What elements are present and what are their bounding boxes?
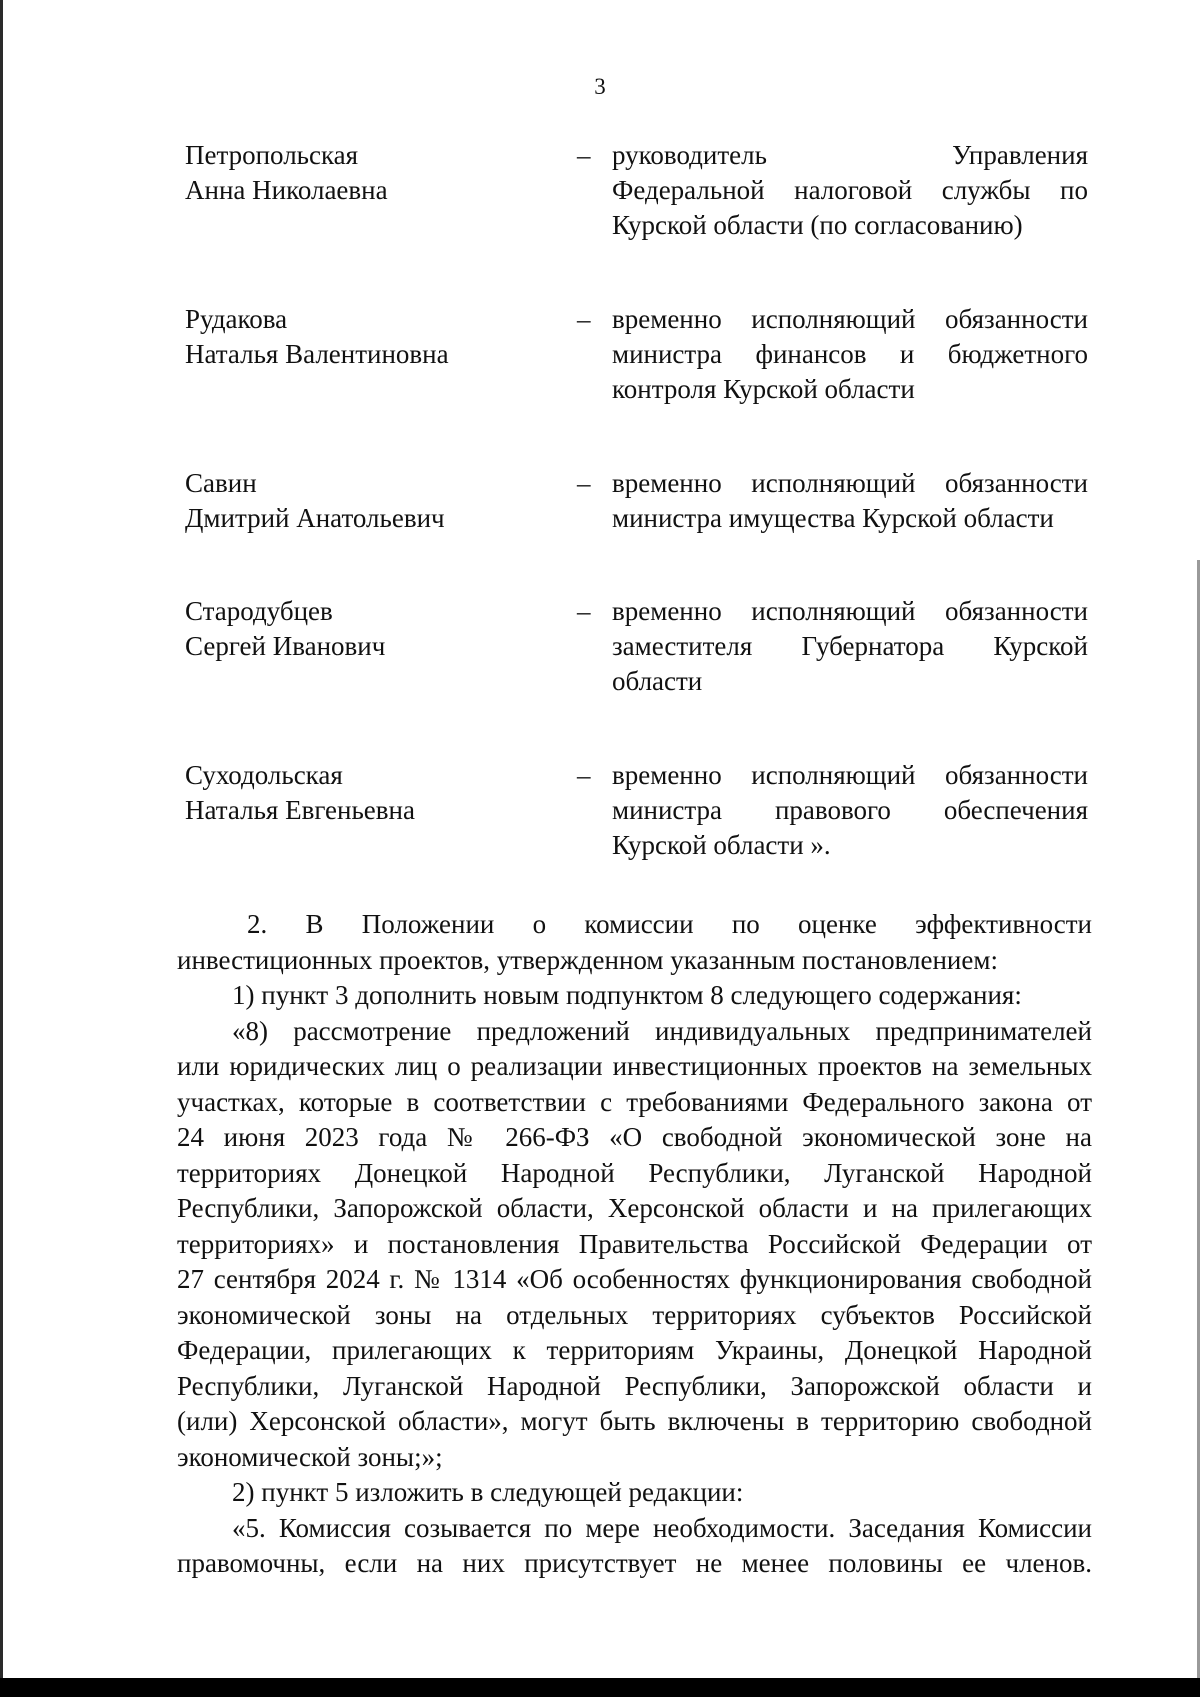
member-entry: [0, 138, 1200, 248]
member-name: [185, 594, 565, 664]
role-line: контроля Курской области: [612, 374, 915, 404]
role-line: руководитель Управления: [612, 140, 1088, 170]
member-surname: Петропольская: [185, 140, 359, 170]
quote-line: правомочны, если на них присутствует не менее половины ее членов.: [177, 1548, 1092, 1578]
quote-line: 27 сентября 2024 г. № 1314 «Об особенностях функционирования свободной: [177, 1264, 1092, 1294]
quote-line: территориях Донецкой Народной Республики, Луганской Народной: [177, 1157, 1092, 1188]
member-role: [612, 138, 1088, 243]
member-surname: Стародубцев: [185, 596, 333, 626]
quote-line: «8) рассмотрение предложений индивидуальных предпринимателей: [232, 1015, 1092, 1046]
member-given-name: Сергей Иванович: [185, 631, 386, 661]
member-given-name: Анна Николаевна: [185, 175, 388, 205]
amendment-item: 2) пункт 5 изложить в следующей редакции:: [232, 1477, 744, 1507]
amendment-item: 1) пункт 3 дополнить новым подпунктом 8 следующего содержания:: [232, 980, 1022, 1010]
dash-separator: –: [577, 140, 591, 170]
member-entry: [0, 758, 1200, 868]
role-line: Курской области ».: [612, 830, 831, 860]
quote-line: Республики, Луганской Народной Республики, Запорожской области и: [177, 1370, 1092, 1401]
member-given-name: Наталья Валентиновна: [185, 339, 449, 369]
role-line: министра финансов и бюджетного: [612, 339, 1088, 369]
member-given-name: Дмитрий Анатольевич: [185, 503, 445, 533]
role-line: Курской области (по согласованию): [612, 210, 1023, 240]
quote-line: 24 июня 2023 года № 266-ФЗ «О свободной экономической зоне на: [177, 1122, 1092, 1152]
dash-separator: –: [577, 468, 591, 498]
member-entry: [0, 466, 1200, 576]
member-role: [612, 466, 1088, 536]
page-number: 3: [594, 74, 606, 99]
role-line: временно исполняющий обязанности: [612, 304, 1088, 334]
member-name: [185, 302, 565, 372]
role-line: области: [612, 666, 703, 696]
role-line: временно исполняющий обязанности: [612, 760, 1088, 790]
quote-line: экономической зоны;»;: [177, 1441, 443, 1472]
dash-separator: –: [577, 760, 591, 790]
quote-line: территориях» и постановления Правительства Российской Федерации от: [177, 1228, 1092, 1259]
quote-line: «5. Комиссия созывается по мере необходимости. Заседания Комиссии: [232, 1512, 1092, 1543]
quote-line: или юридических лиц о реализации инвестиционных проектов на земельных: [177, 1051, 1092, 1081]
role-line: Федеральной налоговой службы по: [612, 175, 1088, 205]
member-surname: Суходольская: [185, 760, 343, 790]
quote-line: участках, которые в соответствии с требованиями Федерального закона от: [177, 1086, 1092, 1117]
member-surname: Савин: [185, 468, 257, 498]
member-entry: [0, 302, 1200, 412]
quote-line: Республики, Запорожской области, Херсонской области и на прилегающих: [177, 1193, 1092, 1223]
member-role: [612, 758, 1088, 863]
member-role: [612, 302, 1088, 407]
member-name: [185, 758, 565, 828]
dash-separator: –: [577, 304, 591, 334]
role-line: министра правового обеспечения: [612, 795, 1088, 825]
member-surname: Рудакова: [185, 304, 288, 334]
quote-line: экономической зоны на отдельных территориях субъектов Российской: [177, 1299, 1092, 1330]
quote-line: (или) Херсонской области», могут быть включены в территорию свободной: [177, 1406, 1092, 1436]
paragraph-line: 2. В Положении о комиссии по оценке эффективности: [247, 909, 1092, 939]
role-line: временно исполняющий обязанности: [612, 596, 1088, 626]
role-line: заместителя Губернатора Курской: [612, 631, 1088, 661]
member-name: [185, 138, 565, 208]
member-entry: [0, 594, 1200, 704]
member-given-name: Наталья Евгеньевна: [185, 795, 415, 825]
member-role: [612, 594, 1088, 699]
dash-separator: –: [577, 596, 591, 626]
paragraph-line: инвестиционных проектов, утвержденном указанным постановлением:: [177, 944, 998, 975]
member-name: [185, 466, 565, 536]
quote-line: Федерации, прилегающих к территориям Украины, Донецкой Народной: [177, 1335, 1092, 1365]
role-line: временно исполняющий обязанности: [612, 468, 1088, 498]
body-text: [177, 907, 1092, 1582]
role-line: министра имущества Курской области: [612, 503, 1054, 533]
